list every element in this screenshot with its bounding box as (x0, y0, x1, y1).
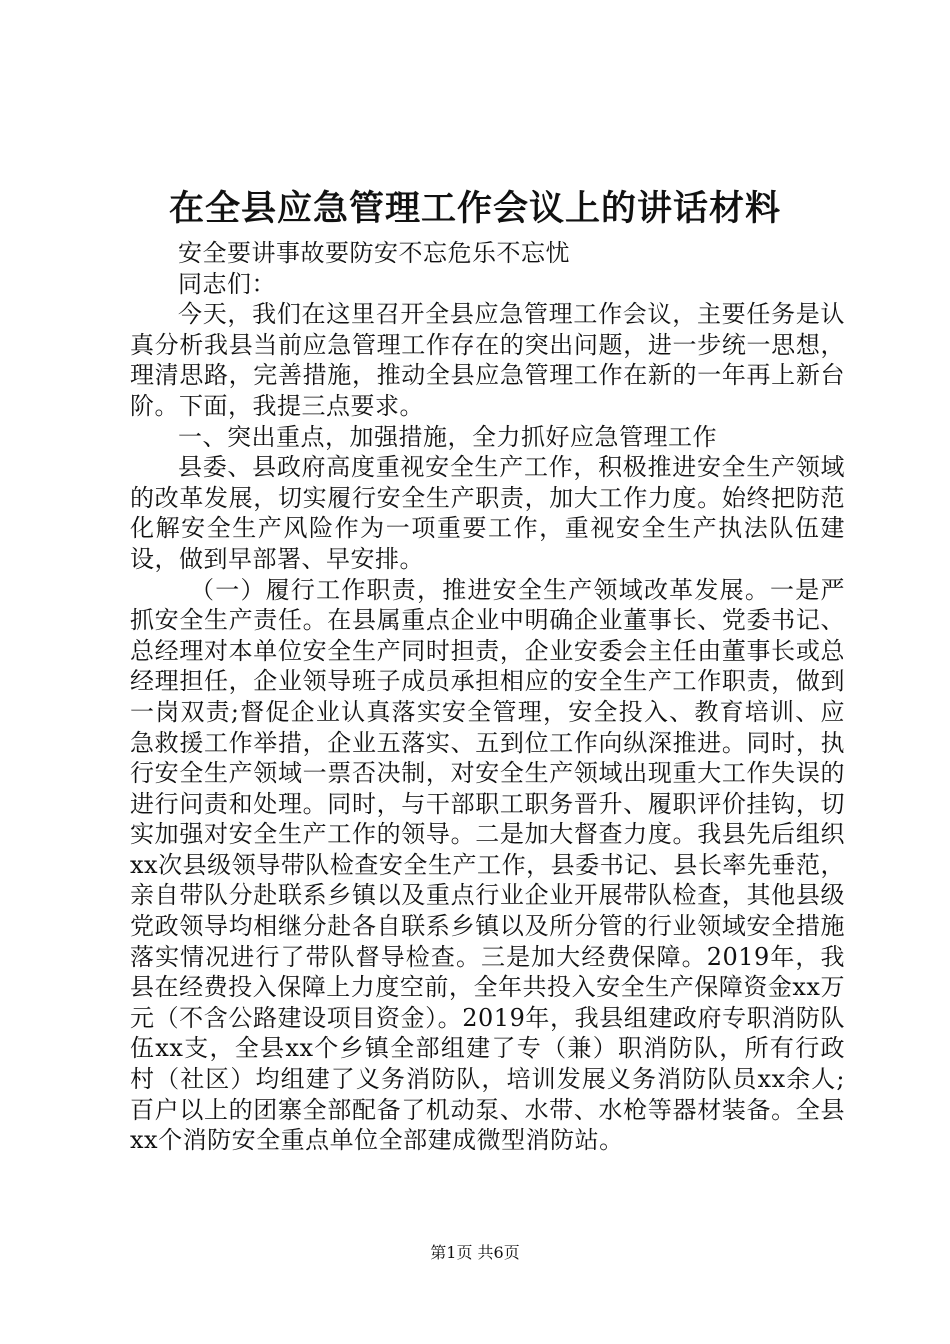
body-paragraph: 县委、县政府高度重视安全生产工作，积极推进安全生产领域的改革发展，切实履行安全生产职责，加大工作力度。始终把防范化解安全生产风险作为一项重要工作，重视安全生产执法队伍建设，做到早部署、早安排。 (130, 453, 845, 573)
body-paragraph-intro: 今天，我们在这里召开全县应急管理工作会议，主要任务是认真分析我县当前应急管理工作存在的突出问题，进一步统一思想，理清思路，完善措施，推动全县应急管理工作在新的一年再上新台阶。下面，我提三点要求。 (130, 300, 845, 420)
body-paragraph-subtitle: 安全要讲事故要防安不忘危乐不忘忧 (178, 239, 570, 267)
body-paragraph-detail: （一）履行工作职责，推进安全生产领域改革发展。一是严抓安全生产责任。在县属重点企业中明确企业董事长、党委书记、总经理对本单位安全生产同时担责，企业安委会主任由董事长或总经理担任，企业领导班子成员承担相应的安全生产工作职责，做到一岗双责;督促企业认真落实安全管理，安全投入、教育培训、应急救援工作举措，企业五落实、五到位工作向纵深推进。同时，执行安全生产领域一票否决制，对安全生产领域出现重大工作失误的进行问责和处理。同时，与干部职工职务晋升、履职评价挂钩，切实加强对安全生产工作的领导。二是加大督查力度。我县先后组织xx次县级领导带队检查安全生产工作，县委书记、县长率先垂范，亲自带队分赴联系乡镇以及重点行业企业开展带队检查，其他县级党政领导均相继分赴各自联系乡镇以及所分管的行业领域安全措施落实情况进行了带队督导检查。三是加大经费保障。2019年，我县在经费投入保障上力度空前，全年共投入安全生产保障资金xx万元（不含公路建设项目资金）。2019年，我县组建政府专职消防队伍xx支，全县xx个乡镇全部组建了专（兼）职消防队，所有行政村（社区）均组建了义务消防队，培训发展义务消防队员xx余人;百户以上的团寨全部配备了机动泵、水带、水枪等器材装备。全县xx个消防安全重点单位全部建成微型消防站。 (130, 575, 845, 1155)
section-heading: 一、突出重点，加强措施，全力抓好应急管理工作 (178, 422, 717, 451)
document-title: 在全县应急管理工作会议上的讲话材料 (168, 189, 781, 229)
body-paragraph-salutation: 同志们： (178, 269, 276, 298)
document-body (130, 238, 845, 1156)
page-number-footer: 第1页 共6页 (430, 1243, 520, 1262)
